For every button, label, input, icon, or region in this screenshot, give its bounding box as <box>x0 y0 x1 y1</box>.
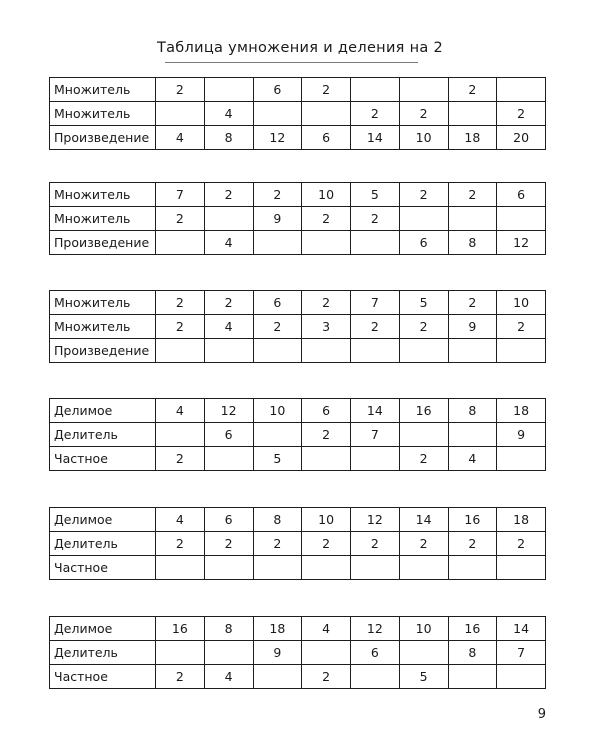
table-row <box>50 183 546 207</box>
answer-cell[interactable] <box>399 423 448 447</box>
value-cell: 16 <box>448 508 497 532</box>
table-2 <box>49 182 546 255</box>
row-label: Множитель <box>50 315 156 339</box>
value-cell: 12 <box>253 126 302 150</box>
table-row <box>50 556 546 580</box>
row-label: Произведение <box>50 339 156 363</box>
value-cell: 9 <box>497 423 546 447</box>
value-cell: 6 <box>253 291 302 315</box>
answer-cell[interactable] <box>351 665 400 689</box>
value-cell: 6 <box>253 78 302 102</box>
value-cell: 16 <box>399 399 448 423</box>
answer-cell[interactable] <box>399 78 448 102</box>
table-row <box>50 508 546 532</box>
row-label: Множитель <box>50 102 156 126</box>
value-cell: 2 <box>399 532 448 556</box>
answer-cell[interactable] <box>253 231 302 255</box>
value-cell: 4 <box>302 617 351 641</box>
value-cell: 3 <box>302 315 351 339</box>
table-row <box>50 339 546 363</box>
value-cell: 4 <box>448 447 497 471</box>
value-cell: 18 <box>253 617 302 641</box>
row-label: Множитель <box>50 183 156 207</box>
answer-cell[interactable] <box>497 556 546 580</box>
value-cell: 16 <box>448 617 497 641</box>
answer-cell[interactable] <box>497 78 546 102</box>
value-cell: 2 <box>156 665 205 689</box>
value-cell: 12 <box>204 399 253 423</box>
value-cell: 14 <box>497 617 546 641</box>
row-label: Произведение <box>50 231 156 255</box>
answer-cell[interactable] <box>399 556 448 580</box>
value-cell: 10 <box>302 183 351 207</box>
answer-cell[interactable] <box>156 641 205 665</box>
value-cell: 2 <box>399 183 448 207</box>
value-cell: 2 <box>497 532 546 556</box>
answer-cell[interactable] <box>204 447 253 471</box>
value-cell: 2 <box>448 532 497 556</box>
row-label: Частное <box>50 556 156 580</box>
answer-cell[interactable] <box>351 339 400 363</box>
value-cell: 16 <box>156 617 205 641</box>
value-cell: 9 <box>253 641 302 665</box>
table-row <box>50 291 546 315</box>
value-cell: 12 <box>351 617 400 641</box>
answer-cell[interactable] <box>448 102 497 126</box>
value-cell: 2 <box>302 423 351 447</box>
value-cell: 7 <box>351 291 400 315</box>
value-cell: 2 <box>156 447 205 471</box>
answer-cell[interactable] <box>156 339 205 363</box>
value-cell: 2 <box>448 183 497 207</box>
table-4 <box>49 398 546 471</box>
answer-cell[interactable] <box>399 641 448 665</box>
value-cell: 18 <box>448 126 497 150</box>
value-cell: 10 <box>399 617 448 641</box>
value-cell: 5 <box>351 183 400 207</box>
value-cell: 18 <box>497 508 546 532</box>
answer-cell[interactable] <box>302 231 351 255</box>
row-label: Делимое <box>50 617 156 641</box>
value-cell: 2 <box>497 102 546 126</box>
answer-cell[interactable] <box>497 339 546 363</box>
value-cell: 4 <box>204 665 253 689</box>
value-cell: 10 <box>253 399 302 423</box>
value-cell: 8 <box>448 641 497 665</box>
answer-cell[interactable] <box>351 231 400 255</box>
value-cell: 2 <box>204 291 253 315</box>
table-row <box>50 126 546 150</box>
value-cell: 2 <box>156 315 205 339</box>
value-cell: 12 <box>351 508 400 532</box>
answer-cell[interactable] <box>399 339 448 363</box>
value-cell: 8 <box>204 617 253 641</box>
row-label: Множитель <box>50 78 156 102</box>
table-6 <box>49 616 546 689</box>
answer-cell[interactable] <box>302 102 351 126</box>
answer-cell[interactable] <box>448 339 497 363</box>
value-cell: 2 <box>302 207 351 231</box>
answer-cell[interactable] <box>253 102 302 126</box>
value-cell: 2 <box>302 665 351 689</box>
answer-cell[interactable] <box>497 447 546 471</box>
value-cell: 6 <box>302 126 351 150</box>
row-label: Множитель <box>50 207 156 231</box>
value-cell: 14 <box>351 126 400 150</box>
answer-cell[interactable] <box>448 207 497 231</box>
answer-cell[interactable] <box>253 556 302 580</box>
value-cell: 6 <box>351 641 400 665</box>
value-cell: 5 <box>399 291 448 315</box>
value-cell: 4 <box>204 102 253 126</box>
answer-cell[interactable] <box>448 556 497 580</box>
value-cell: 10 <box>497 291 546 315</box>
value-cell: 8 <box>204 126 253 150</box>
value-cell: 18 <box>497 399 546 423</box>
row-label: Делимое <box>50 508 156 532</box>
table-1 <box>49 77 546 150</box>
value-cell: 7 <box>497 641 546 665</box>
answer-cell[interactable] <box>351 78 400 102</box>
answer-cell[interactable] <box>351 447 400 471</box>
table-row <box>50 231 546 255</box>
value-cell: 2 <box>302 78 351 102</box>
value-cell: 12 <box>497 231 546 255</box>
answer-cell[interactable] <box>302 641 351 665</box>
value-cell: 2 <box>448 291 497 315</box>
table-row <box>50 532 546 556</box>
value-cell: 2 <box>204 183 253 207</box>
table-5 <box>49 507 546 580</box>
value-cell: 9 <box>448 315 497 339</box>
value-cell: 2 <box>399 315 448 339</box>
value-cell: 2 <box>156 78 205 102</box>
answer-cell[interactable] <box>448 665 497 689</box>
value-cell: 20 <box>497 126 546 150</box>
answer-cell[interactable] <box>497 665 546 689</box>
answer-cell[interactable] <box>204 207 253 231</box>
value-cell: 2 <box>399 447 448 471</box>
value-cell: 10 <box>399 126 448 150</box>
value-cell: 2 <box>156 532 205 556</box>
row-label: Частное <box>50 447 156 471</box>
value-cell: 7 <box>351 423 400 447</box>
value-cell: 6 <box>399 231 448 255</box>
table-row <box>50 641 546 665</box>
value-cell: 6 <box>204 508 253 532</box>
answer-cell[interactable] <box>156 423 205 447</box>
title-underline <box>165 62 418 63</box>
value-cell: 8 <box>253 508 302 532</box>
value-cell: 5 <box>253 447 302 471</box>
value-cell: 2 <box>302 291 351 315</box>
value-cell: 9 <box>253 207 302 231</box>
value-cell: 6 <box>204 423 253 447</box>
answer-cell[interactable] <box>156 231 205 255</box>
value-cell: 8 <box>448 399 497 423</box>
value-cell: 2 <box>497 315 546 339</box>
page-title: Таблица умножения и деления на 2 <box>156 40 444 56</box>
value-cell: 2 <box>253 183 302 207</box>
value-cell: 2 <box>204 532 253 556</box>
value-cell: 5 <box>399 665 448 689</box>
answer-cell[interactable] <box>204 641 253 665</box>
row-label: Делитель <box>50 423 156 447</box>
answer-cell[interactable] <box>204 78 253 102</box>
table-row <box>50 423 546 447</box>
value-cell: 4 <box>204 231 253 255</box>
row-label: Делитель <box>50 532 156 556</box>
value-cell: 2 <box>156 207 205 231</box>
table-row <box>50 315 546 339</box>
table-row <box>50 665 546 689</box>
value-cell: 4 <box>156 399 205 423</box>
value-cell: 4 <box>156 508 205 532</box>
answer-cell[interactable] <box>351 556 400 580</box>
row-label: Делимое <box>50 399 156 423</box>
table-row <box>50 78 546 102</box>
answer-cell[interactable] <box>497 207 546 231</box>
value-cell: 2 <box>448 78 497 102</box>
value-cell: 2 <box>156 291 205 315</box>
value-cell: 10 <box>302 508 351 532</box>
answer-cell[interactable] <box>448 423 497 447</box>
table-row <box>50 102 546 126</box>
table-row <box>50 399 546 423</box>
answer-cell[interactable] <box>399 207 448 231</box>
value-cell: 6 <box>302 399 351 423</box>
answer-cell[interactable] <box>302 339 351 363</box>
answer-cell[interactable] <box>156 556 205 580</box>
table-row <box>50 447 546 471</box>
table-3 <box>49 290 546 363</box>
value-cell: 2 <box>253 532 302 556</box>
value-cell: 2 <box>351 315 400 339</box>
value-cell: 7 <box>156 183 205 207</box>
answer-cell[interactable] <box>253 423 302 447</box>
value-cell: 2 <box>302 532 351 556</box>
value-cell: 6 <box>497 183 546 207</box>
row-label: Частное <box>50 665 156 689</box>
value-cell: 8 <box>448 231 497 255</box>
row-label: Произведение <box>50 126 156 150</box>
row-label: Множитель <box>50 291 156 315</box>
value-cell: 2 <box>253 315 302 339</box>
answer-cell[interactable] <box>253 339 302 363</box>
value-cell: 2 <box>351 207 400 231</box>
value-cell: 4 <box>156 126 205 150</box>
answer-cell[interactable] <box>156 102 205 126</box>
row-label: Делитель <box>50 641 156 665</box>
page-number: 9 <box>537 707 546 722</box>
answer-cell[interactable] <box>302 447 351 471</box>
value-cell: 14 <box>351 399 400 423</box>
table-row <box>50 207 546 231</box>
value-cell: 2 <box>351 532 400 556</box>
answer-cell[interactable] <box>204 339 253 363</box>
answer-cell[interactable] <box>302 556 351 580</box>
answer-cell[interactable] <box>253 665 302 689</box>
value-cell: 2 <box>351 102 400 126</box>
table-row <box>50 617 546 641</box>
value-cell: 4 <box>204 315 253 339</box>
value-cell: 14 <box>399 508 448 532</box>
value-cell: 2 <box>399 102 448 126</box>
answer-cell[interactable] <box>204 556 253 580</box>
